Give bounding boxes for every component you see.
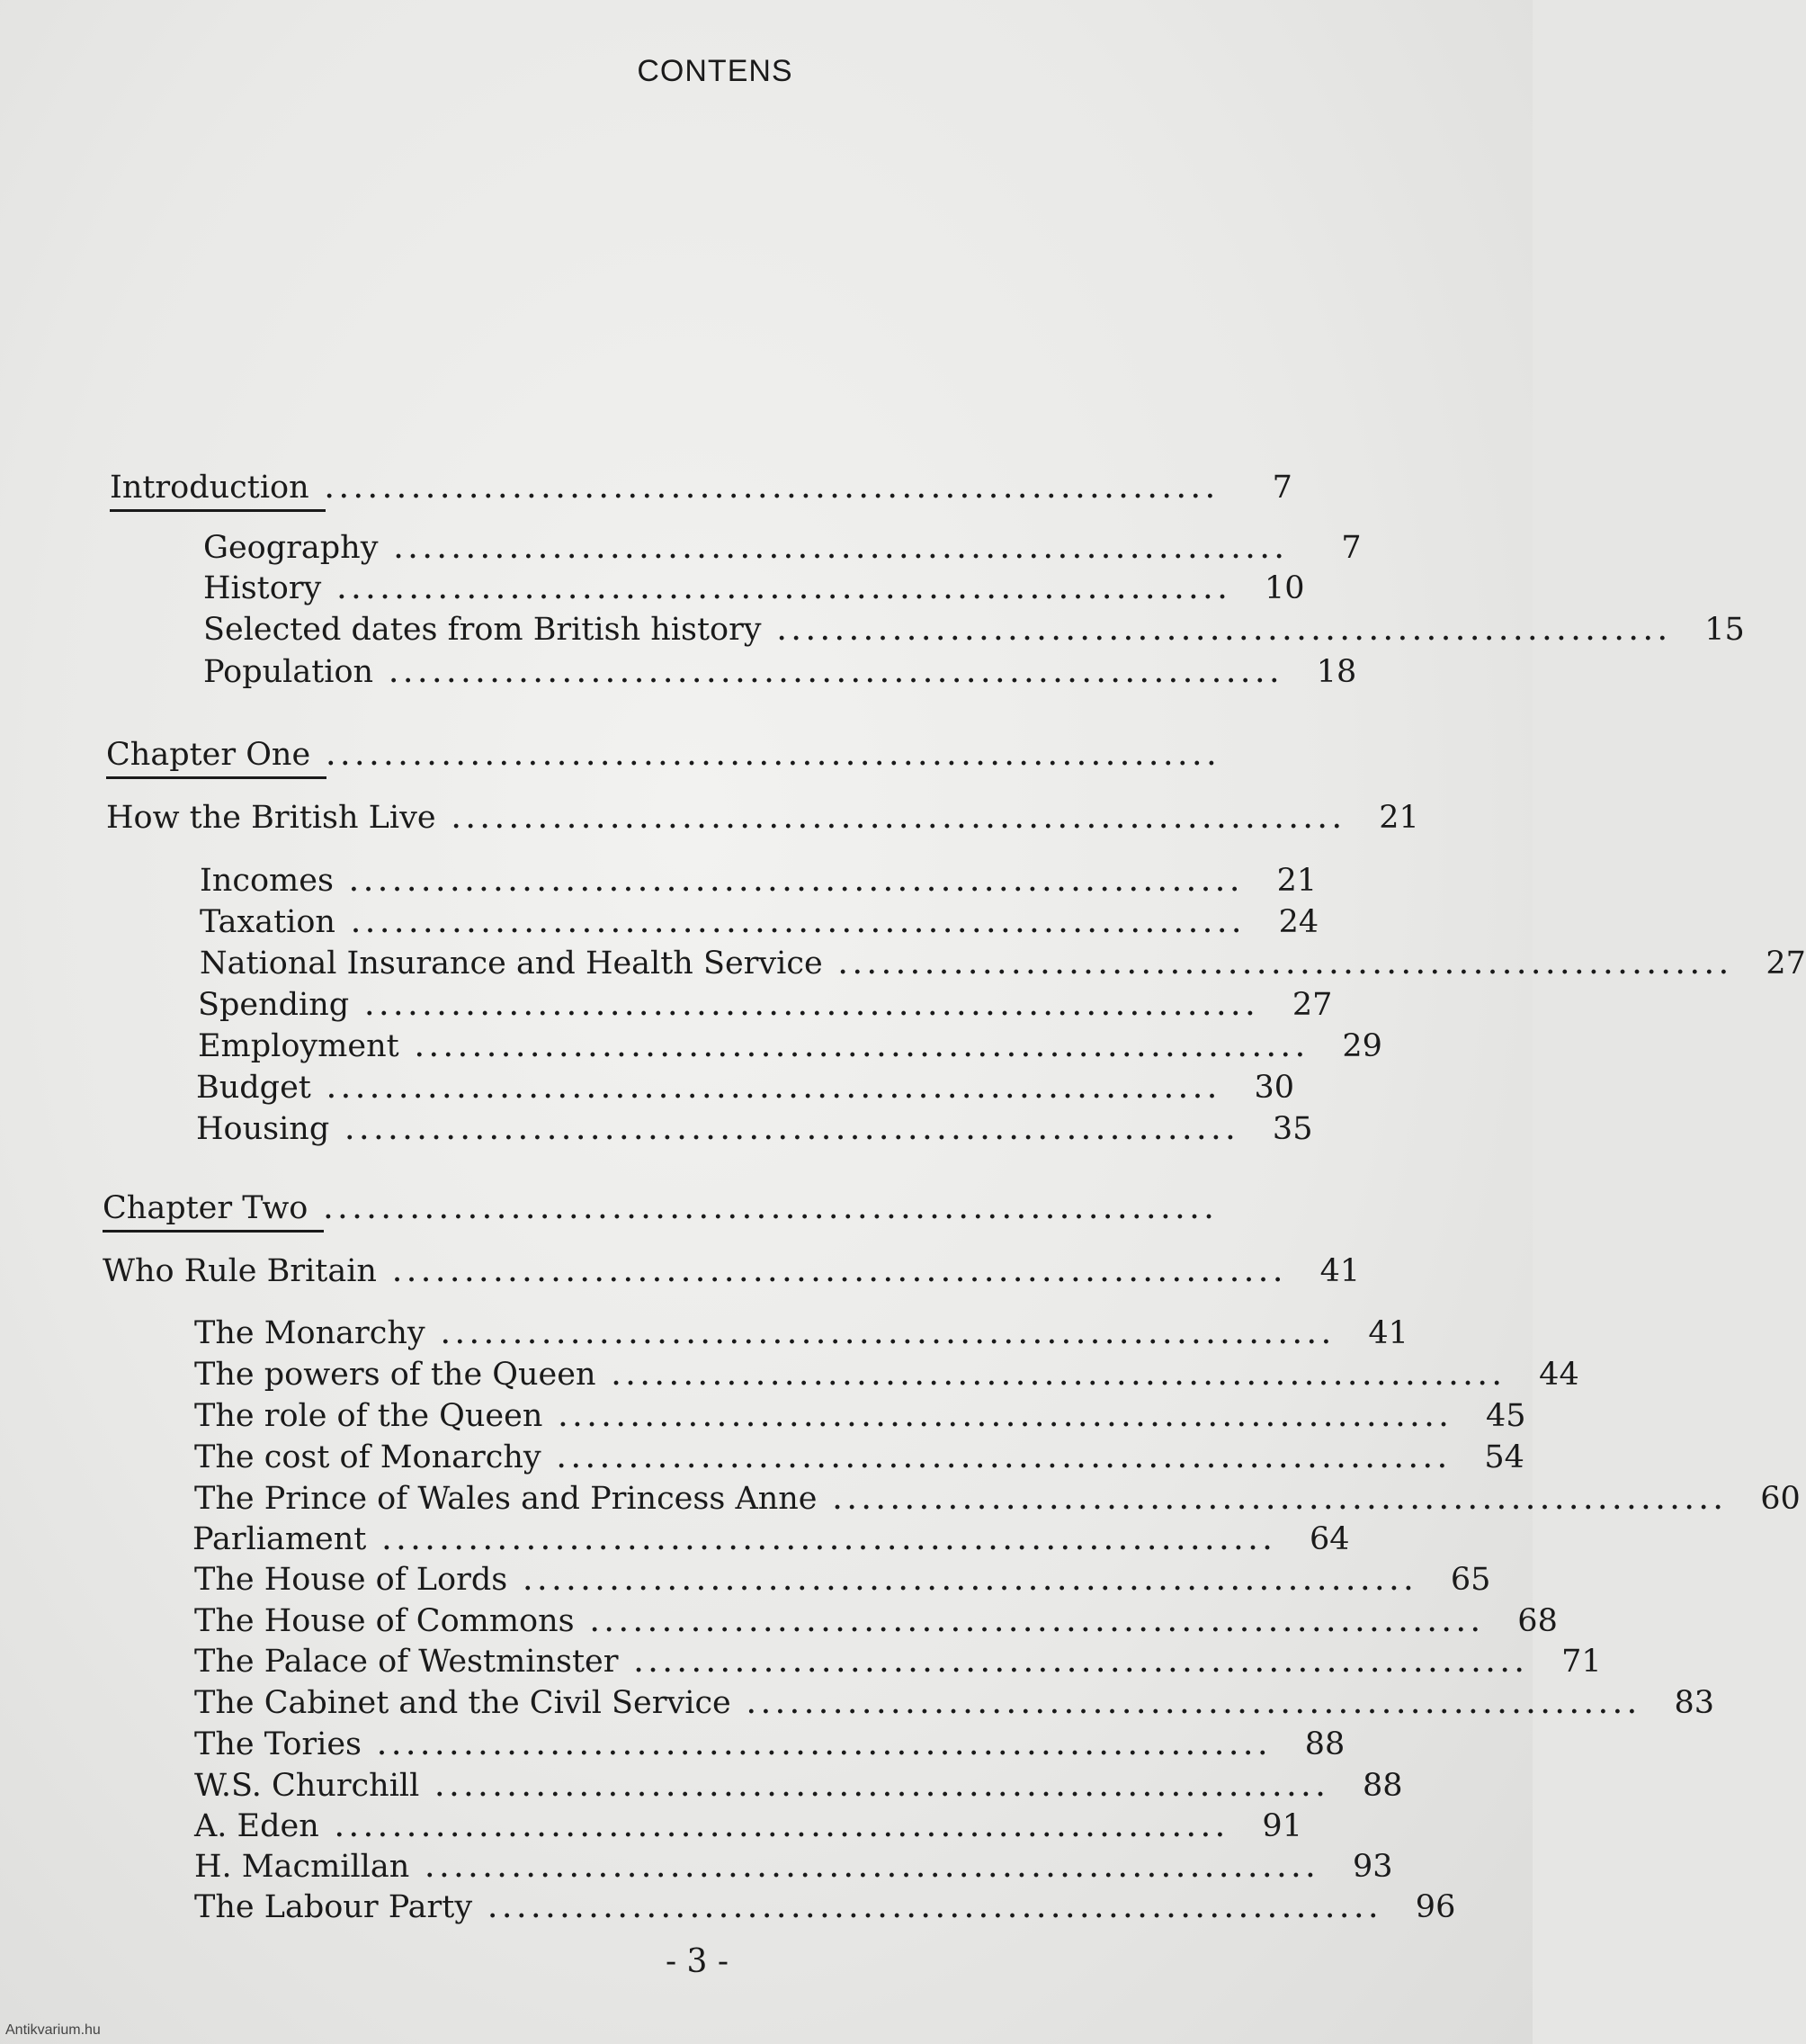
toc-entry[interactable] xyxy=(194,1315,1408,1351)
toc-entry-title: The House of Commons xyxy=(194,1603,575,1639)
dot-leader: .............................................................. xyxy=(435,1775,1331,1802)
toc-entry-title: Population xyxy=(203,654,374,690)
toc-entry-page: 41 xyxy=(1368,1315,1408,1351)
toc-entry-title: Introduction xyxy=(110,472,326,512)
toc-entry[interactable] xyxy=(200,946,1806,982)
toc-entry-title: The House of Lords xyxy=(194,1562,508,1598)
toc-entry[interactable] xyxy=(198,987,1333,1023)
toc-entry-title: How the British Live xyxy=(106,800,436,836)
toc-entry[interactable] xyxy=(194,1726,1346,1762)
toc-entry-title: The powers of the Queen xyxy=(194,1357,596,1393)
dot-leader: .............................................................. xyxy=(488,1896,1384,1923)
dot-leader: .............................................................. xyxy=(425,1856,1321,1883)
toc-entry[interactable] xyxy=(194,1398,1526,1434)
toc-entry-title: Employment xyxy=(198,1028,399,1064)
toc-entry-title: Chapter One xyxy=(106,740,326,779)
toc-entry-page: 41 xyxy=(1319,1253,1361,1289)
dot-leader: .............................................................. xyxy=(523,1569,1419,1596)
toc-entry[interactable] xyxy=(192,1521,1350,1557)
dot-leader: .............................................................. xyxy=(559,1405,1454,1432)
dot-leader: .............................................................. xyxy=(392,1260,1289,1287)
toc-entry-page: 60 xyxy=(1760,1481,1801,1517)
toc-entry[interactable] xyxy=(103,1190,1234,1233)
toc-entry-title: Taxation xyxy=(200,904,335,940)
toc-entry-page: 93 xyxy=(1352,1849,1393,1885)
toc-entry[interactable] xyxy=(106,800,1419,836)
toc-entry-page: 91 xyxy=(1262,1808,1302,1844)
toc-entry-page: 45 xyxy=(1486,1398,1526,1434)
toc-entry-page: 83 xyxy=(1674,1685,1714,1721)
page-number: - 3 - xyxy=(665,1943,729,1980)
toc-entry-title: The Cabinet and the Civil Service xyxy=(194,1685,731,1721)
toc-entry-title: History xyxy=(203,570,322,606)
toc-entry[interactable] xyxy=(200,904,1319,940)
toc-entry[interactable] xyxy=(203,570,1305,606)
dot-leader: .............................................................. xyxy=(634,1651,1530,1678)
dot-leader: .............................................................. xyxy=(415,1035,1310,1062)
dot-leader: .............................................................. xyxy=(777,619,1673,646)
dot-leader: .............................................................. xyxy=(838,953,1734,980)
toc-entry-title: The Labour Party xyxy=(194,1889,473,1925)
dot-leader: .............................................................. xyxy=(345,1118,1241,1145)
toc-entry-title: The Prince of Wales and Princess Anne xyxy=(194,1481,818,1517)
toc-entry-page: 68 xyxy=(1517,1603,1558,1639)
toc-entry-title: H. Macmillan xyxy=(194,1849,410,1885)
toc-entry-title: Parliament xyxy=(192,1521,367,1557)
dot-leader: .............................................................. xyxy=(747,1692,1642,1719)
toc-entry-page: 44 xyxy=(1539,1357,1579,1393)
dot-leader: .............................................................. xyxy=(833,1488,1729,1515)
toc-entry-page: 21 xyxy=(1379,800,1419,836)
dot-leader: .............................................................. xyxy=(441,1322,1337,1349)
toc-entry[interactable] xyxy=(194,1644,1602,1680)
toc-entry-page: 71 xyxy=(1561,1644,1602,1680)
dot-leader: .............................................................. xyxy=(389,661,1285,688)
toc-entry-title: The cost of Monarchy xyxy=(194,1439,541,1475)
toc-entry-page: 29 xyxy=(1342,1028,1382,1064)
dot-leader: .............................................................. xyxy=(612,1364,1507,1391)
toc-entry-title: The Palace of Westminster xyxy=(194,1644,619,1680)
dot-leader: .............................................................. xyxy=(452,807,1347,834)
toc-entry[interactable] xyxy=(200,863,1318,899)
dot-leader: .............................................................. xyxy=(326,744,1222,771)
dot-leader: .............................................................. xyxy=(325,477,1220,504)
toc-entry-page: 21 xyxy=(1276,863,1318,899)
toc-entry-title: Incomes xyxy=(200,863,334,899)
toc-entry-title: Chapter Two xyxy=(103,1193,324,1233)
dot-leader: .............................................................. xyxy=(382,1529,1278,1555)
toc-entry-page: 88 xyxy=(1362,1768,1403,1804)
toc-entry[interactable] xyxy=(194,1685,1714,1721)
toc-entry-page: 96 xyxy=(1415,1889,1456,1925)
toc-entry-title: Selected dates from British history xyxy=(203,612,762,648)
watermark: Antikvarium.hu xyxy=(5,2022,101,2038)
toc-entry-title: National Insurance and Health Service xyxy=(200,946,823,982)
toc-entry-title: Spending xyxy=(198,987,350,1023)
toc-entry[interactable] xyxy=(203,530,1362,566)
dot-leader: .............................................................. xyxy=(590,1610,1486,1637)
dot-leader: .............................................................. xyxy=(365,994,1261,1021)
toc-entry[interactable] xyxy=(194,1808,1302,1844)
toc-entry-page: 64 xyxy=(1310,1521,1350,1557)
toc-entry[interactable] xyxy=(198,1028,1382,1064)
toc-entry[interactable] xyxy=(194,1481,1801,1517)
dot-leader: .............................................................. xyxy=(557,1447,1453,1474)
toc-entry[interactable] xyxy=(106,737,1234,779)
toc-entry-page: 35 xyxy=(1272,1111,1313,1147)
toc-entry-title: Housing xyxy=(196,1111,330,1147)
dot-leader: .............................................................. xyxy=(335,1815,1230,1842)
toc-entry-page: 7 xyxy=(1341,530,1362,566)
toc-entry[interactable] xyxy=(194,1357,1579,1393)
dot-leader: .............................................................. xyxy=(324,1197,1220,1224)
toc-entry-title: W.S. Churchill xyxy=(194,1768,420,1804)
dot-leader: .............................................................. xyxy=(349,870,1246,897)
toc-entry-title: The Monarchy xyxy=(194,1315,425,1351)
toc-entry-page: 10 xyxy=(1265,570,1305,606)
page-title: CONTENS xyxy=(637,54,793,88)
toc-entry-title: A. Eden xyxy=(194,1808,319,1844)
toc-entry-page: 65 xyxy=(1450,1562,1491,1598)
dot-leader: .............................................................. xyxy=(378,1734,1274,1761)
toc-entry[interactable] xyxy=(194,1889,1456,1925)
toc-entry[interactable] xyxy=(194,1562,1491,1598)
toc-entry[interactable] xyxy=(194,1439,1524,1475)
toc-entry[interactable] xyxy=(110,470,1292,512)
toc-entry[interactable] xyxy=(203,654,1357,690)
toc-entry-page: 24 xyxy=(1278,904,1319,940)
toc-entry[interactable] xyxy=(196,1111,1313,1147)
toc-entry-page: 18 xyxy=(1316,654,1357,690)
toc-entry-title: The role of the Queen xyxy=(194,1398,543,1434)
toc-entry-page: 7 xyxy=(1272,470,1292,506)
toc-entry[interactable] xyxy=(196,1070,1295,1106)
toc-entry-page: 27 xyxy=(1292,987,1333,1023)
toc-entry-title: The Tories xyxy=(194,1726,362,1762)
toc-entry[interactable] xyxy=(194,1768,1403,1804)
toc-entry[interactable] xyxy=(103,1253,1361,1289)
toc-entry[interactable] xyxy=(194,1603,1558,1639)
toc-entry[interactable] xyxy=(194,1849,1393,1885)
toc-entry-title: Budget xyxy=(196,1070,311,1106)
dot-leader: .............................................................. xyxy=(326,1077,1223,1104)
toc-entry-page: 30 xyxy=(1254,1070,1295,1106)
dot-leader: .............................................................. xyxy=(394,537,1290,564)
toc-entry-page: 88 xyxy=(1304,1726,1346,1762)
toc-entry[interactable] xyxy=(203,612,1745,648)
toc-entry-page: 27 xyxy=(1766,946,1806,982)
toc-entry-title: Who Rule Britain xyxy=(103,1253,377,1289)
dot-leader: .............................................................. xyxy=(337,578,1233,605)
toc-entry-title: Geography xyxy=(203,530,379,566)
toc-entry-page: 15 xyxy=(1704,612,1745,648)
toc-entry-page: 54 xyxy=(1484,1439,1524,1475)
dot-leader: .............................................................. xyxy=(351,911,1247,938)
